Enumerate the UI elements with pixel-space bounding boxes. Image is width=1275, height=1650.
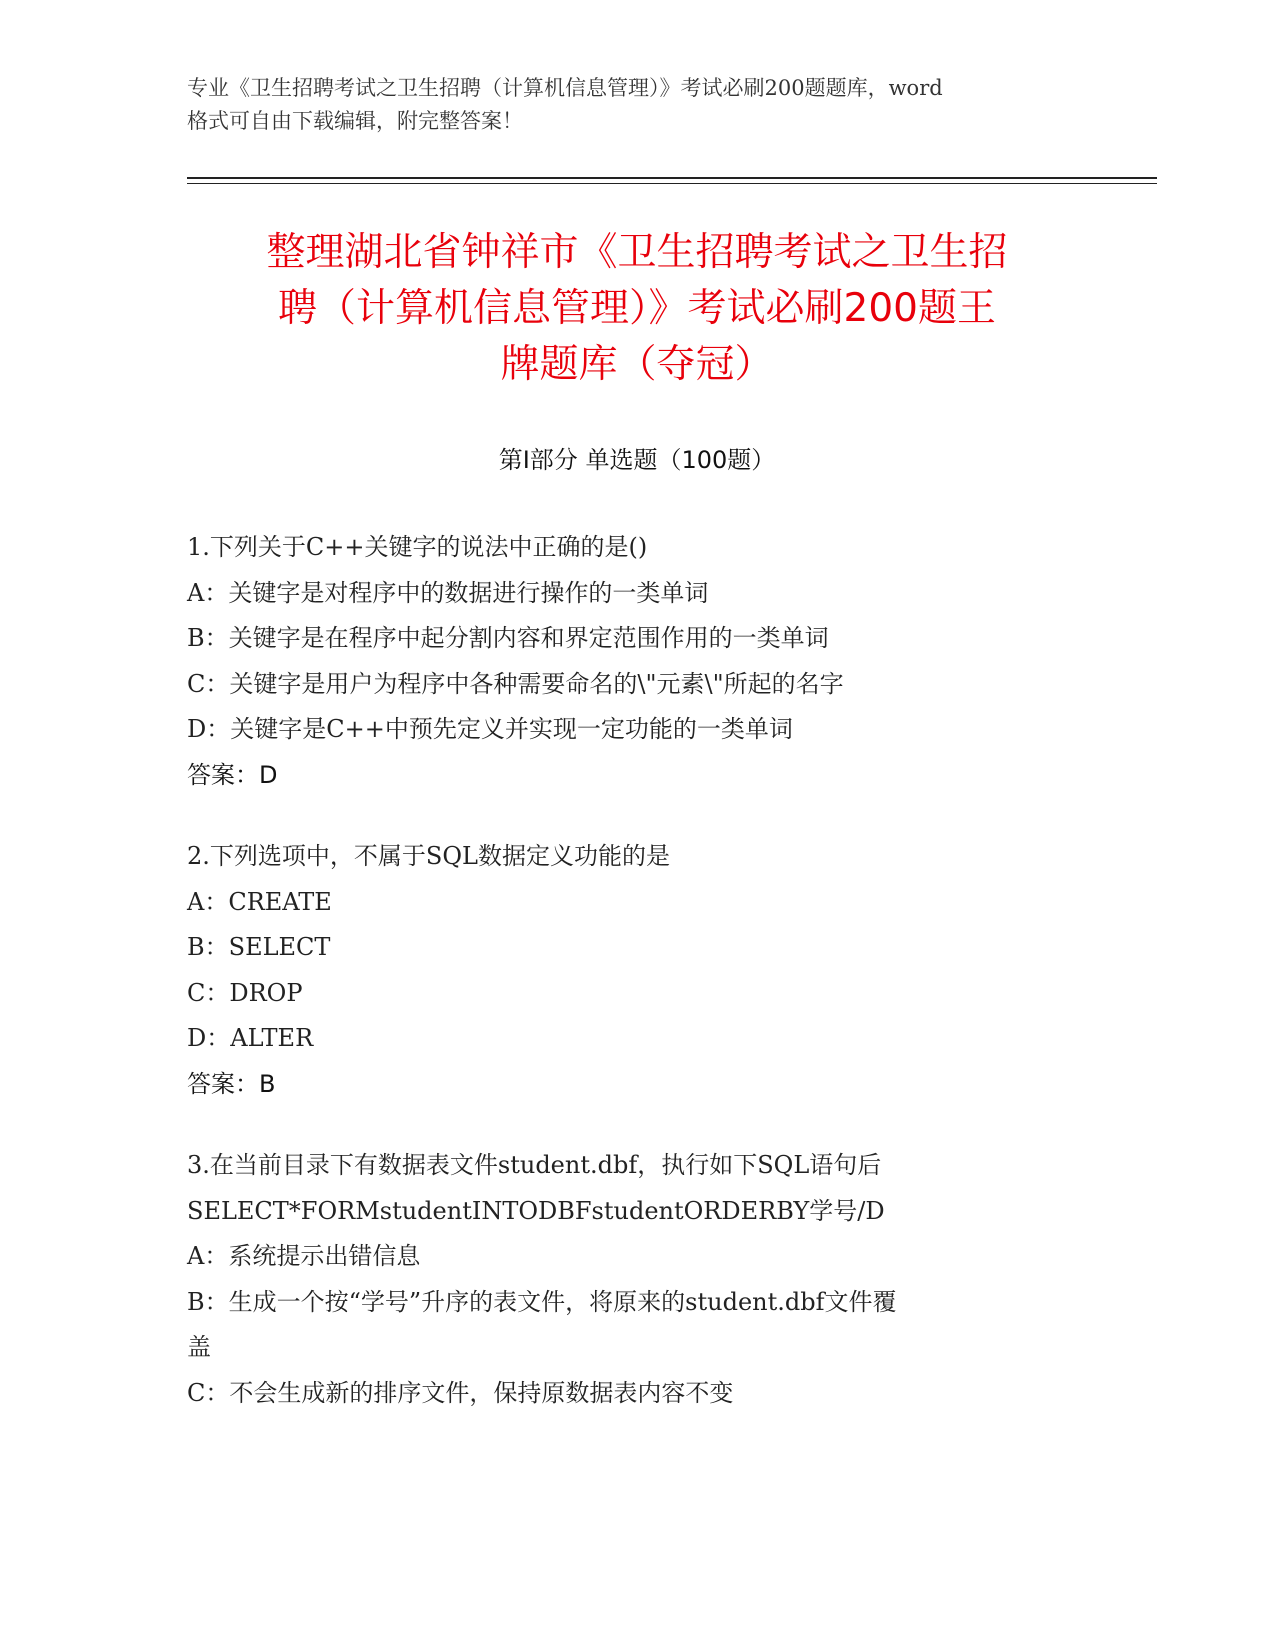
header-note-line: 专业《卫生招聘考试之卫生招聘（计算机信息管理）》考试必刷200题题库，word bbox=[187, 76, 943, 100]
question-2 bbox=[187, 834, 1087, 1107]
question-stem: 2.下列选项中，不属于SQL数据定义功能的是 bbox=[187, 842, 670, 870]
option-b: B：关键字是在程序中起分割内容和界定范围作用的一类单词 bbox=[187, 624, 829, 652]
title-line: 牌题库（夺冠） bbox=[500, 342, 774, 387]
question-stem: 3.在当前目录下有数据表文件student.dbf，执行如下SQL语句后 bbox=[187, 1151, 882, 1179]
question-3 bbox=[187, 1143, 1087, 1416]
question-list bbox=[187, 525, 1087, 1452]
answer: 答案：D bbox=[187, 760, 278, 789]
option-b-continued: 盖 bbox=[187, 1333, 211, 1361]
question-stem: 1.下列关于C++关键字的说法中正确的是() bbox=[187, 533, 648, 561]
option-a: A：系统提示出错信息 bbox=[187, 1242, 421, 1270]
title-line: 整理湖北省钟祥市《卫生招聘考试之卫生招 bbox=[266, 230, 1008, 275]
option-c: C：DROP bbox=[187, 978, 303, 1007]
option-d: D：ALTER bbox=[187, 1024, 314, 1052]
option-c: C：关键字是用户为程序中各种需要命名的\"元素\"所起的名字 bbox=[187, 669, 844, 698]
option-d: D：关键字是C++中预先定义并实现一定功能的一类单词 bbox=[187, 715, 793, 743]
question-1 bbox=[187, 525, 1087, 798]
header-divider-thick bbox=[187, 177, 1157, 179]
option-b: B：SELECT bbox=[187, 933, 331, 961]
option-c: C：不会生成新的排序文件，保持原数据表内容不变 bbox=[187, 1378, 734, 1407]
option-b: B：生成一个按“学号”升序的表文件，将原来的student.dbf文件覆 bbox=[187, 1287, 897, 1316]
answer: 答案：B bbox=[187, 1069, 276, 1098]
option-a: A：CREATE bbox=[187, 887, 332, 916]
document-title bbox=[187, 225, 1087, 393]
title-line: 聘（计算机信息管理）》考试必刷200题王 bbox=[278, 286, 996, 331]
header-divider-thin bbox=[187, 183, 1157, 184]
option-a: A：关键字是对程序中的数据进行操作的一类单词 bbox=[187, 578, 709, 607]
section-heading: 第Ⅰ部分 单选题（100题） bbox=[498, 446, 776, 474]
header-note bbox=[187, 72, 1087, 138]
header-note-line: 格式可自由下载编辑，附完整答案！ bbox=[187, 109, 523, 133]
question-stem-continued: SELECT*FORMstudentINTODBFstudentORDERBY学号/D bbox=[187, 1196, 885, 1225]
